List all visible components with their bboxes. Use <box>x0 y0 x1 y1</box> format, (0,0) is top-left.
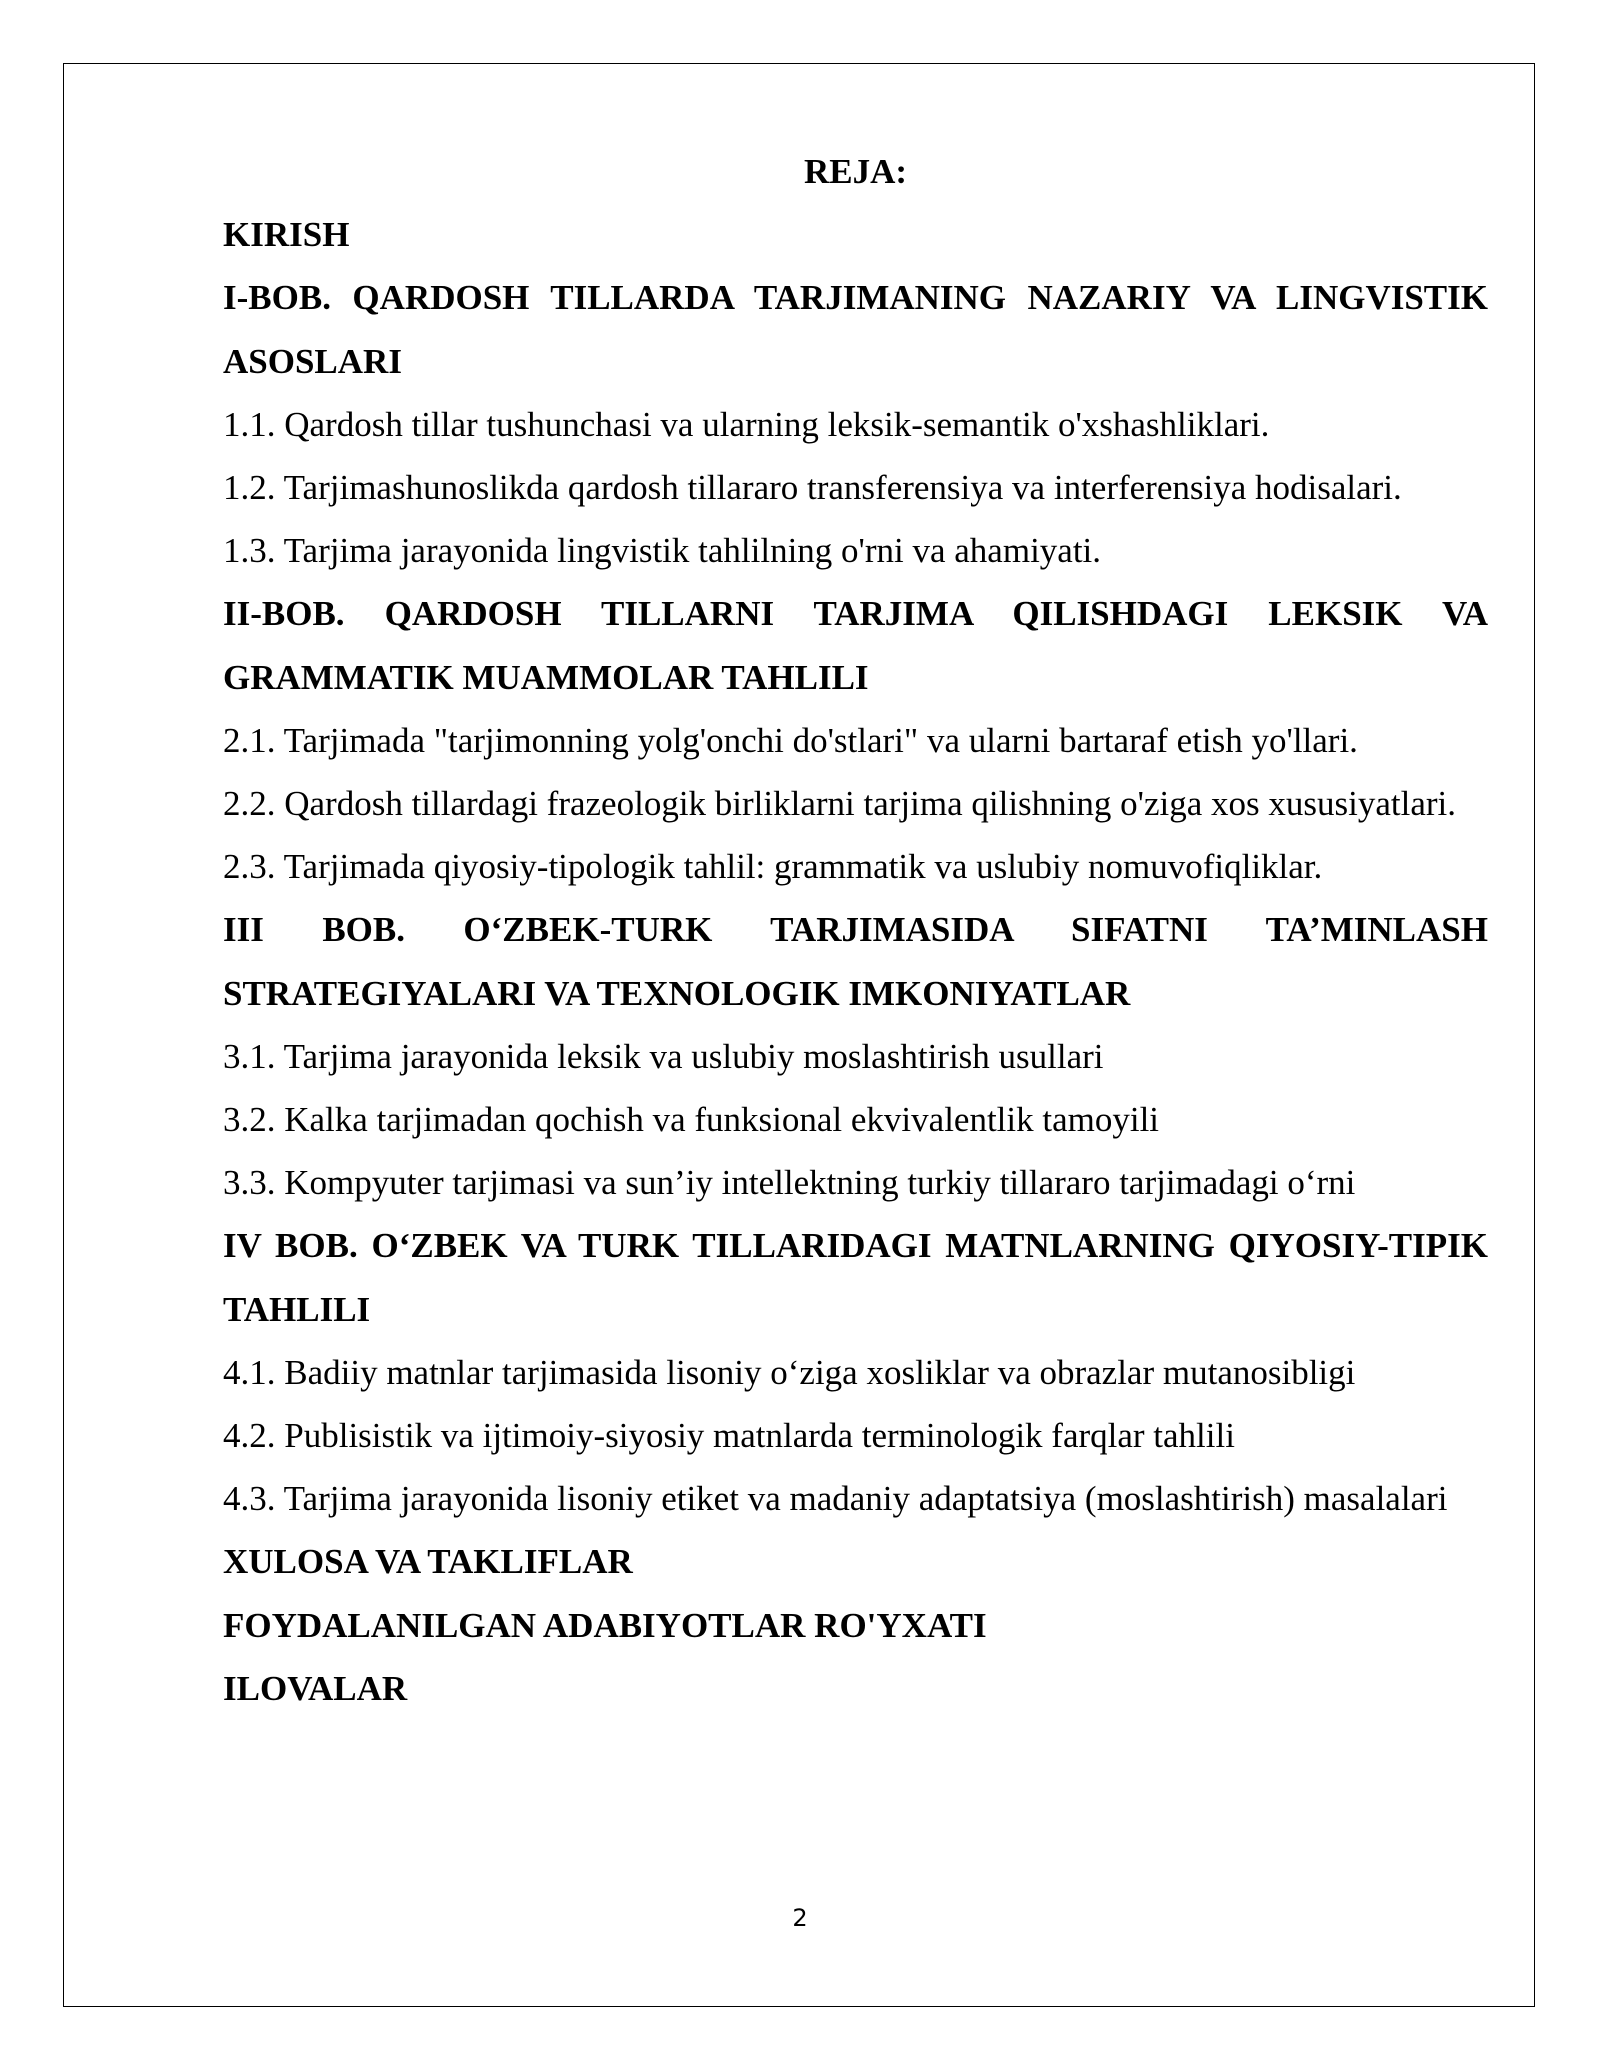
plan-contents <box>223 140 1488 1720</box>
subsection-3-1: 3.1. Tarjima jarayonida leksik va uslubiy moslashtirish usullari <box>223 1036 1104 1076</box>
section-heading-references: FOYDALANILGAN ADABIYOTLAR RO'YXATI <box>223 1605 987 1645</box>
subsection-1-2: 1.2. Tarjimashunoslikda qardosh tillararo transferensiya va interferensiya hodisalari. <box>223 468 1402 508</box>
page-number: 2 <box>792 1904 808 1932</box>
chapter-4-heading: IV BOB. O‘ZBEK VA TURK TILLARIDAGI MATNLARNING QIYOSIY-TIPIK TAHLILI <box>223 1226 1488 1329</box>
subsection-1-3: 1.3. Tarjima jarayonida lingvistik tahlilning o'rni va ahamiyati. <box>223 531 1102 571</box>
subsection-1-1: 1.1. Qardosh tillar tushunchasi va ularning leksik-semantik o'xshashliklari. <box>223 404 1270 444</box>
subsection-2-3: 2.3. Tarjimada qiyosiy-tipologik tahlil: grammatik va uslubiy nomuvofiqliklar. <box>223 847 1323 887</box>
subsection-3-2: 3.2. Kalka tarjimadan qochish va funksional ekvivalentlik tamoyili <box>223 1100 1160 1140</box>
chapter-2-heading: II-BOB. QARDOSH TILLARNI TARJIMA QILISHDAGI LEKSIK VA GRAMMATIK MUAMMOLAR TAHLILI <box>223 594 1488 697</box>
subsection-3-3: 3.3. Kompyuter tarjimasi va sun’iy intellektning turkiy tillararo tarjimadagi o‘rni <box>223 1163 1356 1203</box>
subsection-4-2: 4.2. Publisistik va ijtimoiy-siyosiy matnlarda terminologik farqlar tahlili <box>223 1416 1235 1456</box>
plan-title: REJA: <box>803 152 908 191</box>
subsection-4-1: 4.1. Badiiy matnlar tarjimasida lisoniy o‘ziga xosliklar va obrazlar mutanosibligi <box>223 1352 1356 1392</box>
chapter-1-heading: I-BOB. QARDOSH TILLARDA TARJIMANING NAZARIY VA LINGVISTIK ASOSLARI <box>223 278 1488 381</box>
section-heading-conclusion: XULOSA VA TAKLIFLAR <box>223 1542 633 1582</box>
subsection-2-2: 2.2. Qardosh tillardagi frazeologik birliklarni tarjima qilishning o'ziga xos xususiyatlari. <box>223 784 1456 824</box>
subsection-4-3: 4.3. Tarjima jarayonida lisoniy etiket va madaniy adaptatsiya (moslashtirish) masalalari <box>223 1479 1448 1519</box>
section-heading-intro: KIRISH <box>223 215 350 255</box>
subsection-2-1: 2.1. Tarjimada "tarjimonning yolg'onchi do'stlari" va ularni bartaraf etish yo'llari. <box>223 720 1358 760</box>
section-heading-appendices: ILOVALAR <box>223 1668 408 1708</box>
chapter-3-heading: III BOB. O‘ZBEK-TURK TARJIMASIDA SIFATNI TA’MINLASH STRATEGIYALARI VA TEXNOLOGIK IMKONIYATLAR <box>223 910 1488 1013</box>
